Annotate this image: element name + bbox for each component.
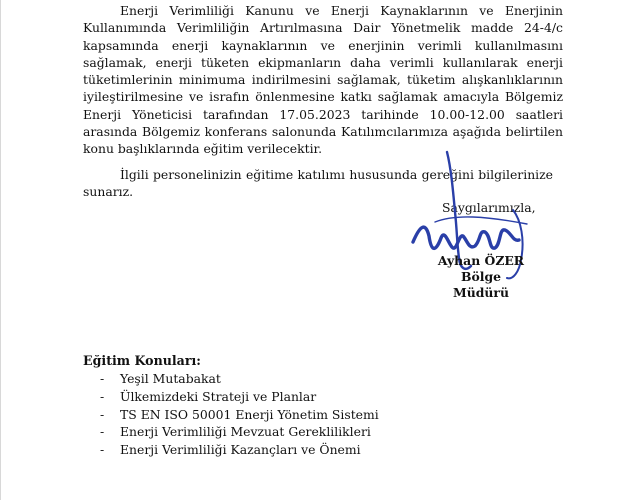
bullet-dash: - (100, 406, 105, 422)
topic-label: Enerji Verimliliği Mevzuat Gereklilikleri (120, 424, 371, 440)
topic-label: Ülkemizdeki Strateji ve Planlar (120, 388, 317, 404)
bullet-dash: - (100, 442, 105, 458)
signer-name: Ayhan ÖZER (437, 253, 525, 268)
body-paragraph-request: İlgili personelinizin eğitime katılımı hususunda gereğini bilgilerinize sunarız. (83, 167, 553, 200)
bullet-dash: - (100, 424, 105, 440)
page-edge (0, 0, 1, 500)
bullet-dash: - (100, 388, 105, 404)
topic-label: Yeşil Mutabakat (120, 371, 221, 386)
body-paragraph-main: Enerji Verimliliği Kanunu ve Enerji Kaynaklarının ve Enerjinin Kullanımında Verimliliğin Artırılmasına Dair Yönetmelik madde 24-4/c kapsamında enerji kaynaklarının ve enerjinin verimli kullanılmasını sağlamak, enerji tüketen ekipmanların daha verimli kullanılarak enerji tüketimlerinin minimuma indirilmesini sağlamak, tüketim alışkanlıklarının iyileştirilmesine ve israfın önlenmesine katkı sağlamak amacıyla Bölgemiz Enerji Yöneticisi tarafından 17.05.2023 tarihinde 10.00-12.00 saatleri arasında Bölgemiz konferans salonunda Katılımcılarımıza aşağıda belirtilen konu başlıklarında eğitim verilecektir. (83, 3, 563, 157)
list-item (100, 441, 379, 459)
list-item (100, 388, 379, 406)
signer-title: Bölge Müdürü (453, 269, 509, 300)
bullet-dash: - (100, 371, 105, 386)
topics-list (100, 370, 379, 459)
topic-label: TS EN ISO 50001 Enerji Yönetim Sistemi (120, 406, 379, 422)
list-item (100, 370, 379, 388)
list-item (100, 423, 379, 441)
topic-label: Enerji Verimliliği Kazançları ve Önemi (120, 442, 361, 458)
topics-heading: Eğitim Konuları: (83, 353, 201, 368)
closing-salutation: Saygılarımızla, (442, 200, 536, 215)
list-item (100, 406, 379, 424)
